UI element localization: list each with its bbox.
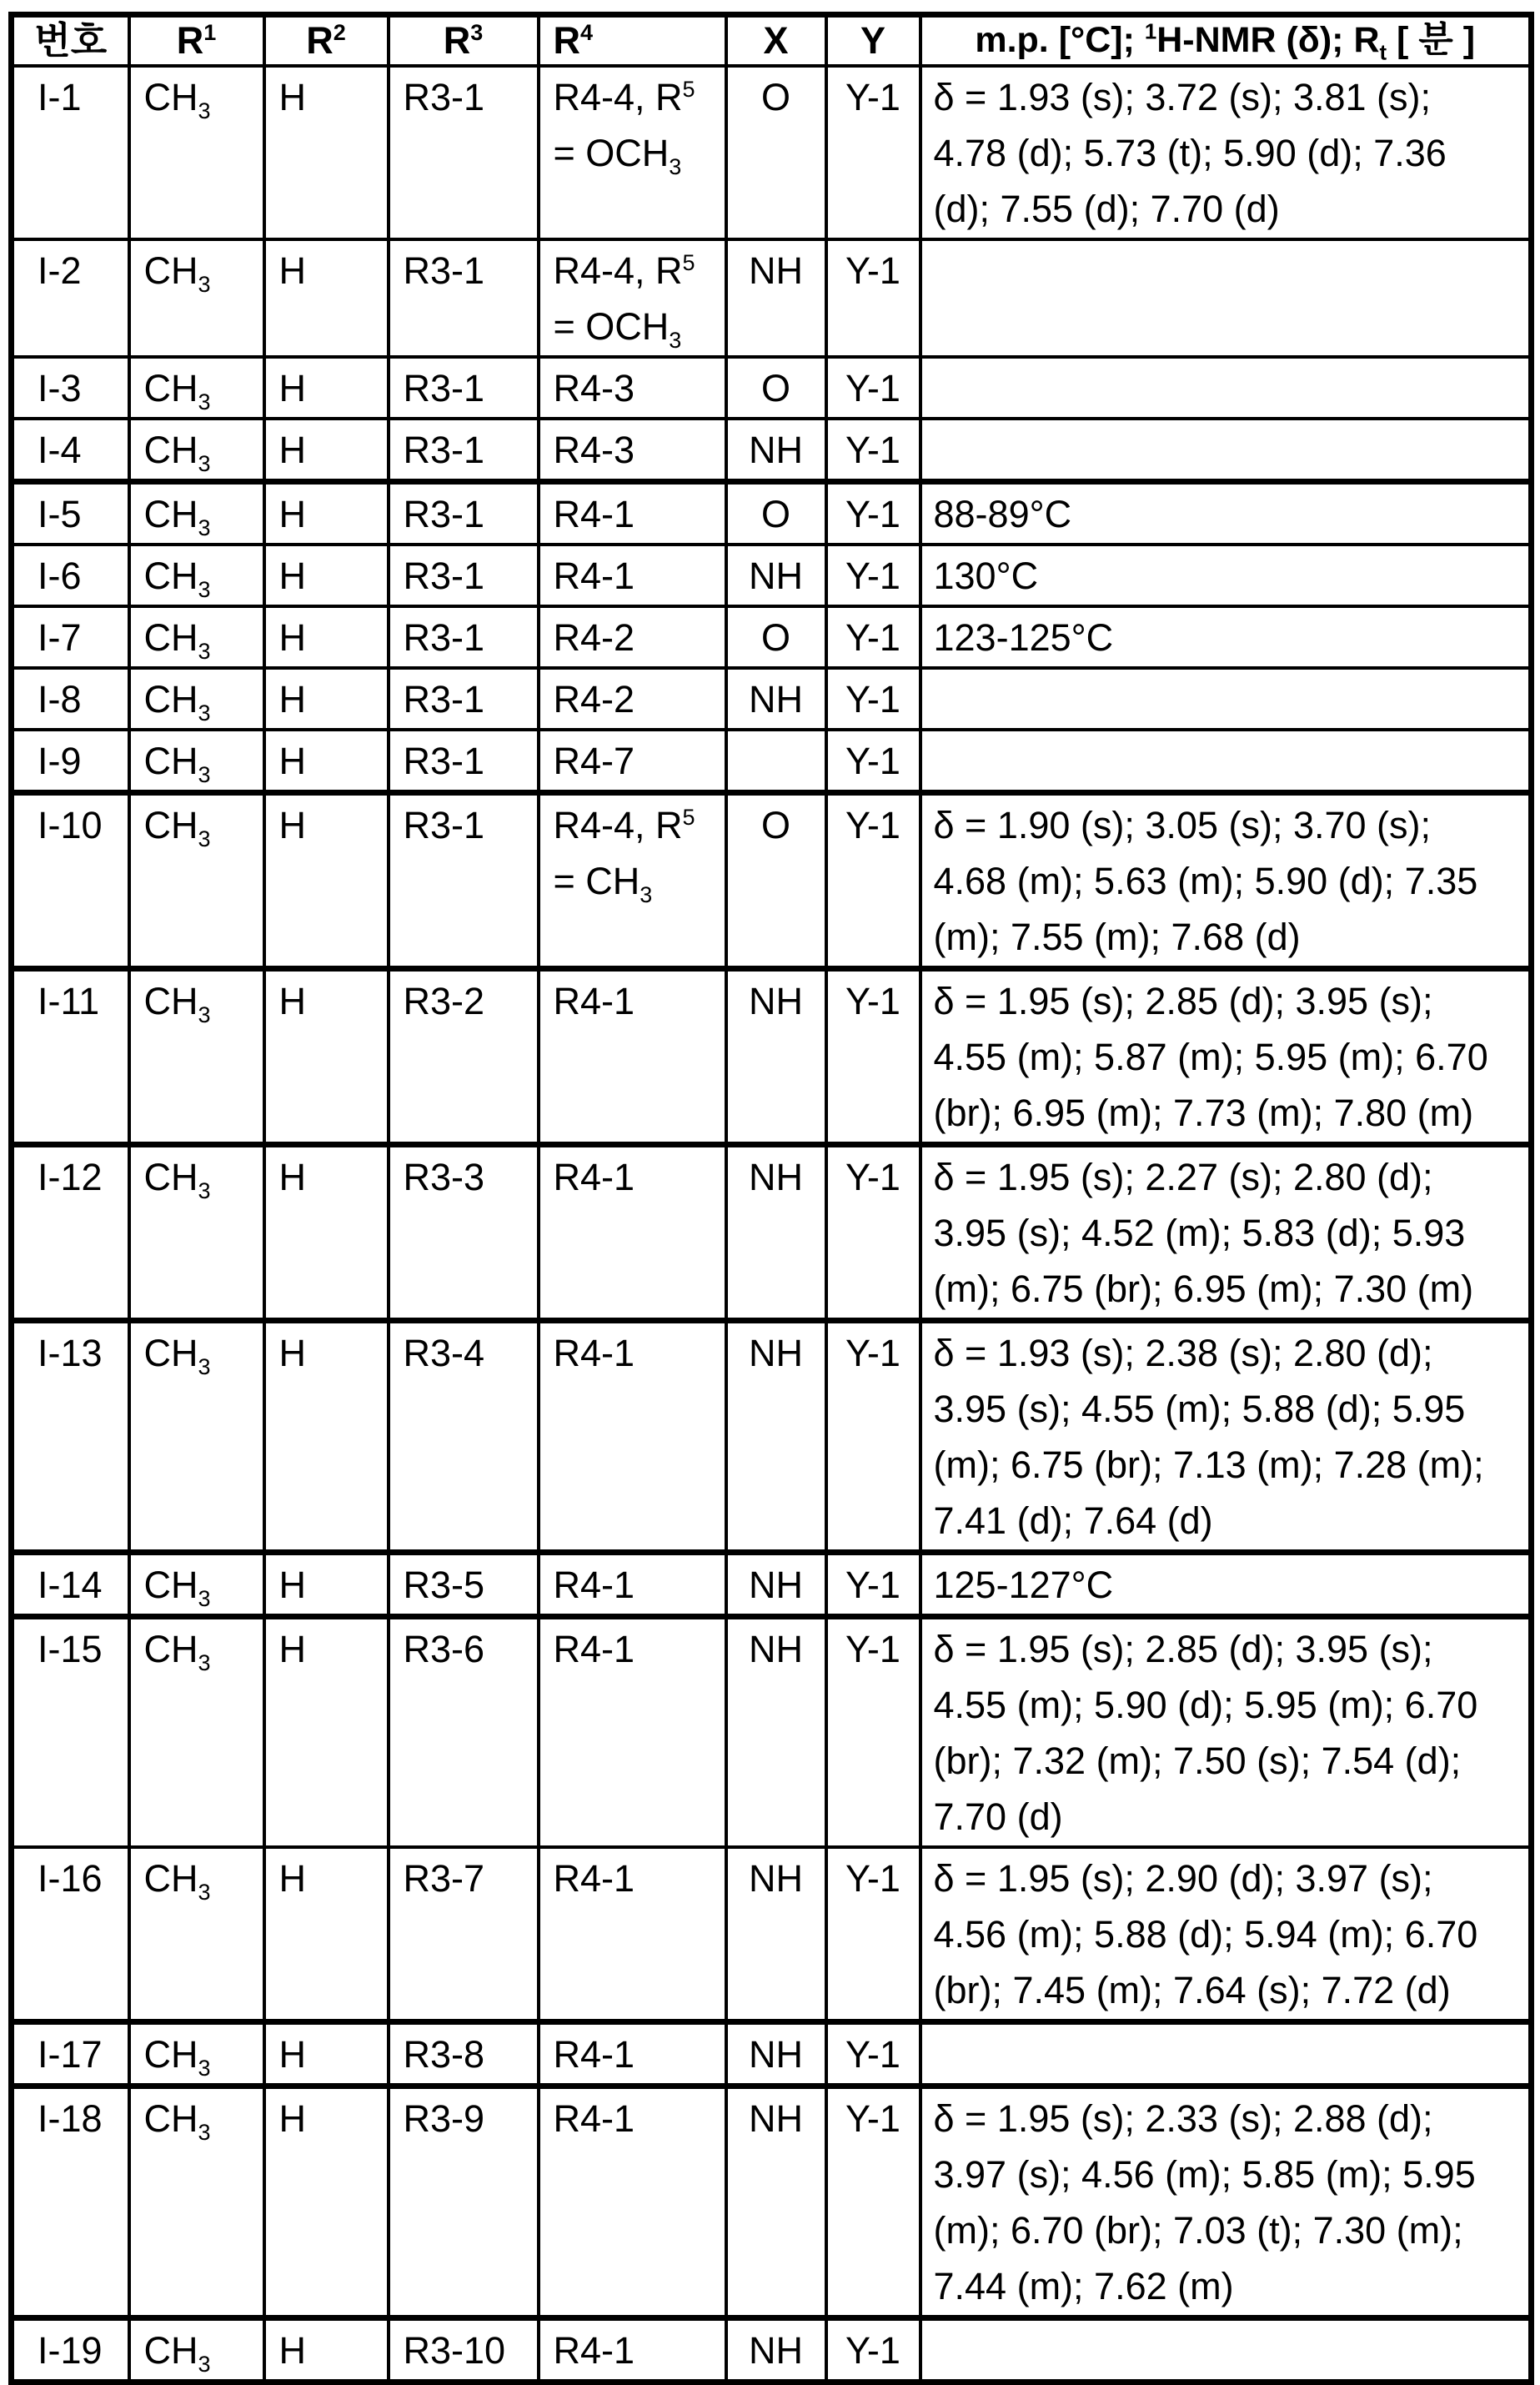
cell-x: O (726, 793, 826, 969)
cell-mp: δ = 1.93 (s); 2.38 (s); 2.80 (d); 3.95 (s); 4.55 (m); 5.88 (d); 5.95 (m); 6.75 (br); 7.13 (m); 7.28 (m); 7.41 (d); 7.64 (d) (920, 1321, 1532, 1553)
col-header-mp: m.p. [°C]; $^1$H-NMR (δ); $R_t$ [ 분 ] (920, 15, 1532, 67)
compound-table (8, 12, 1534, 2385)
cell-r3: R3-8 (389, 2022, 539, 2086)
cell-no: I-2 (12, 239, 129, 357)
cell-mp: δ = 1.95 (s); 2.85 (d); 3.95 (s); 4.55 (m); 5.90 (d); 5.95 (m); 6.70 (br); 7.32 (m); 7.50 (s); 7.54 (d); 7.70 (d) (920, 1617, 1532, 1848)
cell-r4: R4-1 (539, 1145, 726, 1321)
cell-r3: R3-7 (389, 1847, 539, 2022)
cell-no: I-13 (12, 1321, 129, 1553)
cell-r4: R4-4, $R^5$ = $OCH_3$ (539, 66, 726, 239)
cell-mp: δ = 1.93 (s); 3.72 (s); 3.81 (s); 4.78 (d); 5.73 (t); 5.90 (d); 7.36 (d); 7.55 (d); 7.70 (d) (920, 66, 1532, 239)
cell-y: Y-1 (826, 1145, 920, 1321)
cell-r3: R3-4 (389, 1321, 539, 1553)
cell-mp: δ = 1.95 (s); 2.33 (s); 2.88 (d); 3.97 (s); 4.56 (m); 5.85 (m); 5.95 (m); 6.70 (br); 7.03 (t); 7.30 (m); 7.44 (m); 7.62 (m) (920, 2086, 1532, 2318)
cell-r2: H (264, 793, 389, 969)
cell-y: Y-1 (826, 1847, 920, 2022)
cell-y: Y-1 (826, 419, 920, 482)
col-header-r1: $R^1$ (129, 15, 264, 67)
cell-r4: R4-1 (539, 1553, 726, 1617)
cell-r1: $CH_3$ (129, 482, 264, 545)
cell-y: Y-1 (826, 606, 920, 668)
table-row (12, 419, 1532, 482)
cell-r2: H (264, 1145, 389, 1321)
cell-r4: R4-4, $R^5$ = $CH_3$ (539, 793, 726, 969)
cell-r3: R3-1 (389, 419, 539, 482)
document-page (0, 12, 1540, 2377)
cell-r4: R4-3 (539, 357, 726, 419)
col-header-no: 번호 (12, 15, 129, 67)
cell-r4: R4-1 (539, 2318, 726, 2382)
cell-x: O (726, 482, 826, 545)
header-row (12, 15, 1532, 67)
cell-y: Y-1 (826, 730, 920, 793)
col-header-x: X (726, 15, 826, 67)
cell-r2: H (264, 730, 389, 793)
cell-r2: H (264, 668, 389, 730)
cell-r4: R4-1 (539, 545, 726, 606)
cell-r3: R3-3 (389, 1145, 539, 1321)
cell-r1: $CH_3$ (129, 2022, 264, 2086)
cell-mp: δ = 1.95 (s); 2.90 (d); 3.97 (s); 4.56 (m); 5.88 (d); 5.94 (m); 6.70 (br); 7.45 (m); 7.64 (s); 7.72 (d) (920, 1847, 1532, 2022)
cell-r1: $CH_3$ (129, 66, 264, 239)
cell-r2: H (264, 1553, 389, 1617)
cell-r4: R4-1 (539, 969, 726, 1145)
cell-x: NH (726, 1145, 826, 1321)
cell-r4: R4-1 (539, 2086, 726, 2318)
cell-mp (920, 357, 1532, 419)
cell-r3: R3-1 (389, 66, 539, 239)
cell-mp: δ = 1.95 (s); 2.27 (s); 2.80 (d); 3.95 (s); 4.52 (m); 5.83 (d); 5.93 (m); 6.75 (br); 6.95 (m); 7.30 (m) (920, 1145, 1532, 1321)
table-row (12, 2022, 1532, 2086)
cell-no: I-4 (12, 419, 129, 482)
table-row (12, 793, 1532, 969)
table-row (12, 969, 1532, 1145)
table-row (12, 66, 1532, 239)
cell-y: Y-1 (826, 969, 920, 1145)
cell-mp (920, 668, 1532, 730)
cell-r4: R4-1 (539, 482, 726, 545)
cell-mp (920, 730, 1532, 793)
table-row (12, 1321, 1532, 1553)
cell-r1: $CH_3$ (129, 1847, 264, 2022)
cell-y: Y-1 (826, 668, 920, 730)
table-row (12, 2318, 1532, 2382)
cell-mp: δ = 1.95 (s); 2.85 (d); 3.95 (s); 4.55 (m); 5.87 (m); 5.95 (m); 6.70 (br); 6.95 (m); 7.73 (m); 7.80 (m) (920, 969, 1532, 1145)
cell-r2: H (264, 606, 389, 668)
cell-r3: R3-1 (389, 793, 539, 969)
cell-mp (920, 2318, 1532, 2382)
cell-no: I-8 (12, 668, 129, 730)
cell-r1: $CH_3$ (129, 357, 264, 419)
cell-r3: R3-6 (389, 1617, 539, 1848)
table-row (12, 1145, 1532, 1321)
cell-y: Y-1 (826, 482, 920, 545)
cell-no: I-12 (12, 1145, 129, 1321)
cell-no: I-10 (12, 793, 129, 969)
cell-r2: H (264, 357, 389, 419)
cell-r1: $CH_3$ (129, 2318, 264, 2382)
cell-no: I-16 (12, 1847, 129, 2022)
col-header-r3: $R^3$ (389, 15, 539, 67)
cell-r3: R3-1 (389, 357, 539, 419)
table-row (12, 606, 1532, 668)
cell-x: NH (726, 419, 826, 482)
cell-r4: R4-1 (539, 1847, 726, 2022)
cell-r4: R4-2 (539, 668, 726, 730)
cell-x: NH (726, 2022, 826, 2086)
cell-r3: R3-1 (389, 606, 539, 668)
cell-r2: H (264, 969, 389, 1145)
cell-r1: $CH_3$ (129, 793, 264, 969)
cell-r4: R4-1 (539, 2022, 726, 2086)
cell-r1: $CH_3$ (129, 2086, 264, 2318)
cell-r2: H (264, 1847, 389, 2022)
cell-r4: R4-1 (539, 1617, 726, 1848)
cell-no: I-9 (12, 730, 129, 793)
cell-mp (920, 239, 1532, 357)
cell-x (726, 730, 826, 793)
table-row (12, 357, 1532, 419)
cell-r2: H (264, 419, 389, 482)
cell-x: NH (726, 545, 826, 606)
cell-mp (920, 419, 1532, 482)
cell-r2: H (264, 2318, 389, 2382)
cell-y: Y-1 (826, 357, 920, 419)
cell-r2: H (264, 545, 389, 606)
cell-y: Y-1 (826, 66, 920, 239)
cell-r3: R3-1 (389, 668, 539, 730)
cell-r4: R4-3 (539, 419, 726, 482)
cell-no: I-15 (12, 1617, 129, 1848)
cell-r1: $CH_3$ (129, 1617, 264, 1848)
table-row (12, 1847, 1532, 2022)
cell-r1: $CH_3$ (129, 239, 264, 357)
cell-x: O (726, 357, 826, 419)
cell-r3: R3-1 (389, 482, 539, 545)
cell-y: Y-1 (826, 545, 920, 606)
cell-x: NH (726, 1321, 826, 1553)
cell-x: NH (726, 668, 826, 730)
cell-x: NH (726, 1617, 826, 1848)
cell-r3: R3-1 (389, 239, 539, 357)
cell-y: Y-1 (826, 2022, 920, 2086)
cell-r3: R3-9 (389, 2086, 539, 2318)
table-row (12, 668, 1532, 730)
cell-r1: $CH_3$ (129, 1553, 264, 1617)
cell-mp: δ = 1.90 (s); 3.05 (s); 3.70 (s); 4.68 (m); 5.63 (m); 5.90 (d); 7.35 (m); 7.55 (m); 7.68 (d) (920, 793, 1532, 969)
cell-no: I-6 (12, 545, 129, 606)
cell-no: I-5 (12, 482, 129, 545)
cell-r4: R4-1 (539, 1321, 726, 1553)
cell-x: NH (726, 1553, 826, 1617)
cell-r3: R3-1 (389, 545, 539, 606)
cell-r1: $CH_3$ (129, 969, 264, 1145)
cell-x: NH (726, 1847, 826, 2022)
cell-mp: 130°C (920, 545, 1532, 606)
cell-no: I-19 (12, 2318, 129, 2382)
cell-mp (920, 2022, 1532, 2086)
col-header-y: Y (826, 15, 920, 67)
cell-r3: R3-5 (389, 1553, 539, 1617)
cell-y: Y-1 (826, 1553, 920, 1617)
table-row (12, 1617, 1532, 1848)
cell-y: Y-1 (826, 239, 920, 357)
cell-mp: 125-127°C (920, 1553, 1532, 1617)
cell-no: I-1 (12, 66, 129, 239)
table-row (12, 239, 1532, 357)
cell-y: Y-1 (826, 793, 920, 969)
cell-r1: $CH_3$ (129, 1145, 264, 1321)
cell-r1: $CH_3$ (129, 730, 264, 793)
cell-r1: $CH_3$ (129, 606, 264, 668)
cell-no: I-18 (12, 2086, 129, 2318)
table-row (12, 1553, 1532, 1617)
cell-no: I-3 (12, 357, 129, 419)
cell-x: O (726, 606, 826, 668)
cell-r3: R3-1 (389, 730, 539, 793)
table-row (12, 482, 1532, 545)
col-header-r4: $R^4$ (539, 15, 726, 67)
cell-r2: H (264, 482, 389, 545)
cell-x: NH (726, 2318, 826, 2382)
cell-no: I-7 (12, 606, 129, 668)
cell-x: NH (726, 2086, 826, 2318)
cell-y: Y-1 (826, 2086, 920, 2318)
cell-y: Y-1 (826, 1617, 920, 1848)
cell-r3: R3-2 (389, 969, 539, 1145)
cell-r2: H (264, 1321, 389, 1553)
cell-r1: $CH_3$ (129, 668, 264, 730)
cell-r1: $CH_3$ (129, 419, 264, 482)
cell-r2: H (264, 2022, 389, 2086)
cell-r4: R4-7 (539, 730, 726, 793)
cell-x: NH (726, 239, 826, 357)
cell-r4: R4-4, $R^5$ = $OCH_3$ (539, 239, 726, 357)
cell-r2: H (264, 239, 389, 357)
cell-r2: H (264, 1617, 389, 1848)
cell-y: Y-1 (826, 1321, 920, 1553)
table-row (12, 545, 1532, 606)
table-row (12, 2086, 1532, 2318)
cell-no: I-11 (12, 969, 129, 1145)
cell-r1: $CH_3$ (129, 545, 264, 606)
cell-mp: 123-125°C (920, 606, 1532, 668)
col-header-r2: $R^2$ (264, 15, 389, 67)
cell-no: I-14 (12, 1553, 129, 1617)
cell-r2: H (264, 2086, 389, 2318)
cell-r2: H (264, 66, 389, 239)
cell-x: NH (726, 969, 826, 1145)
table-row (12, 730, 1532, 793)
cell-r3: R3-10 (389, 2318, 539, 2382)
cell-mp: 88-89°C (920, 482, 1532, 545)
cell-y: Y-1 (826, 2318, 920, 2382)
cell-r4: R4-2 (539, 606, 726, 668)
cell-x: O (726, 66, 826, 239)
cell-no: I-17 (12, 2022, 129, 2086)
cell-r1: $CH_3$ (129, 1321, 264, 1553)
